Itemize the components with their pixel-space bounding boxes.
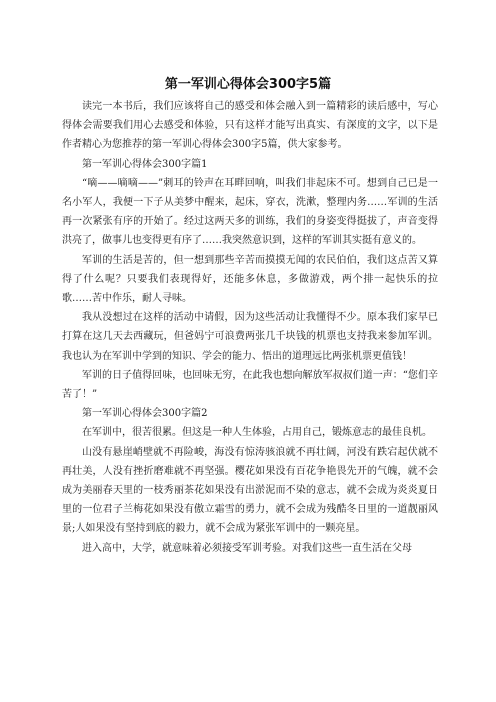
paragraph: 我从没想过在这样的活动中请假，因为这些活动让我懂得不少。原本我们家早已打算在这几天去西藏玩，但爸妈宁可浪费两张几千块钱的机票也支持我来参加军训。我也认为在军训中学到的知识、学会的能力、悟出的道理远比两张机票更值钱！ bbox=[62, 312, 438, 362]
paragraph: 进入高中，大学，就意味着必须接受军训考验。对我们这些一直生活在父母 bbox=[82, 542, 412, 554]
document-title: 第一军训心得体会300字5篇 bbox=[164, 77, 332, 92]
paragraph: 军训的日子值得回味，也回味无穷，在此我也想向解放军叔叔们道一声：“您们辛苦了！” bbox=[62, 369, 438, 401]
intro-paragraph: 读完一本书后，我们应该将自己的感受和体会融入到一篇精彩的读后感中，写心得体会需要我们用心去感受和体验，只有这样才能写出真实、有深度的文字，以下是作者精心为您推荐的第一军训心得体会300字5篇，供大家参考。 bbox=[62, 101, 438, 151]
document-body bbox=[62, 97, 438, 558]
paragraph: 在军训中，很苦很累。但这是一种人生体验，占用自己，锻炼意志的最佳良机。 bbox=[82, 427, 432, 439]
paragraph: 山没有悬崖峭壁就不再险峻，海没有惊涛骇浪就不再壮阔，河没有跌宕起伏就不再壮美，人没有挫折磨难就不再坚强。樱花如果没有百花争艳畏先开的气魄，就不会成为美丽春天里的一枝秀丽茶花如果没有出淤泥而不染的意志，就不会成为炎炎夏日里的一位君子兰梅花如果没有傲立霜雪的勇力，就不会成为残酷冬日里的一道靓丽风景;人如果没有坚持到底的毅力，就不会成为紧张军训中的一颗亮星。 bbox=[62, 446, 438, 535]
paragraph: “嘀——嘀嘀——”刺耳的铃声在耳畔回响，叫我们非起床不可。想到自己已是一名小军人，我便一下子从美梦中醒来，起床，穿衣，洗漱，整理内务……军训的生活再一次紧张有序的开始了。经过这两天多的训练，我们的身姿变得挺拔了，声音变得洪亮了，做事儿也变得更有序了……我突然意识到，这样的军训其实挺有意义的。 bbox=[62, 177, 438, 247]
paragraph: 军训的生活是苦的，但一想到那些辛苦而摸摸无闻的农民伯伯，我们这点苦又算得了什么呢？只要我们表现得好，还能多休息，多做游戏，两个排一起快乐的拉歌……苦中作乐，耐人寻味。 bbox=[62, 254, 438, 305]
section-heading-2: 第一军训心得体会300字篇2 bbox=[82, 408, 208, 420]
section-heading-1: 第一军训心得体会300字篇1 bbox=[82, 158, 208, 170]
